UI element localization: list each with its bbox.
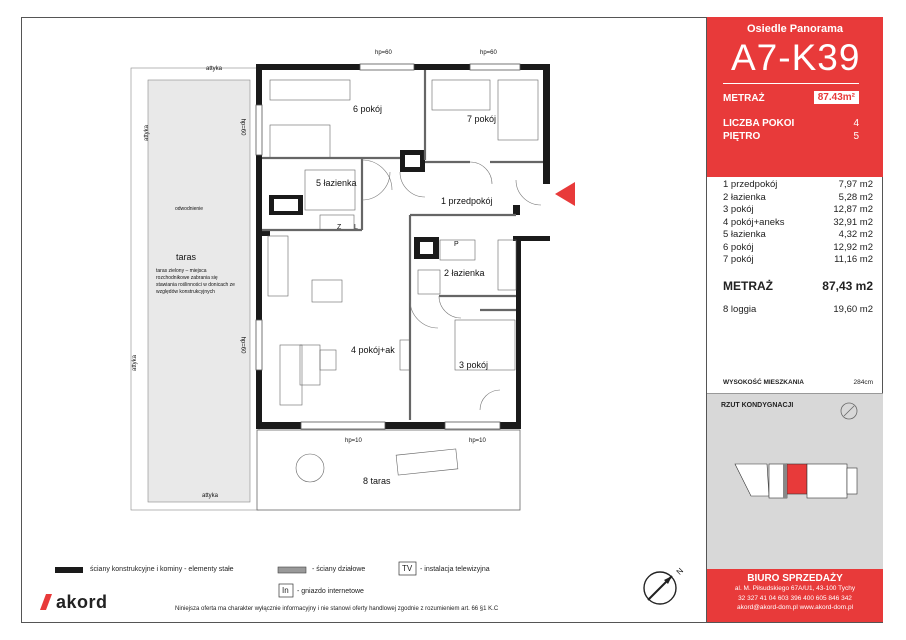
room-row: 1 przedpokój 7,97 m2	[723, 179, 873, 190]
room-row: 5 łazienka 4,32 m2	[723, 229, 873, 240]
label-room-4: 4 pokój+ak	[351, 345, 395, 355]
label-hp10-b: hp=10	[469, 438, 486, 444]
legend-walls-text: ściany konstrukcyjne i kominy - elementy stałe	[90, 566, 234, 573]
label-room-1: 1 przedpokój	[441, 196, 493, 206]
room-row: 6 pokój 12,92 m2	[723, 241, 873, 253]
taras-note: taras zielony – miejsca rozchodnikowe zabrania się stawiania roślinności w donicach ze względów konstrukcyjnych	[156, 268, 235, 295]
sales-contact[interactable]: akord@akord-dom.pl www.akord-dom.pl	[736, 604, 854, 611]
floor-label: PIĘTRO	[723, 131, 761, 142]
label-attyka-3: attyka	[144, 124, 151, 142]
room-list	[723, 179, 873, 315]
room-row: 4 pokój+aneks 32,91 m2	[723, 216, 873, 228]
label-room-3: 3 pokój	[459, 360, 489, 370]
label-hp60-b: hp=60	[480, 50, 497, 56]
label-taras: taras	[176, 252, 197, 262]
sales-title: BIURO SPRZEDAŻY	[747, 573, 843, 584]
partition-walls	[262, 70, 543, 420]
label-hp60-c: hp=60	[239, 118, 246, 136]
rooms-value: 4	[853, 118, 859, 129]
sales-office-block	[707, 569, 883, 622]
sales-address: al. M. Piłsudskiego 67A/U1, 43-100 Tychy	[734, 585, 856, 592]
room-row: 7 pokój 11,16 m2	[723, 254, 873, 265]
legend-partition-swatch	[278, 567, 306, 573]
label-room-7: 7 pokój	[467, 114, 497, 124]
label-hp60-a: hp=60	[375, 50, 392, 56]
estate-name: Osiedle Panorama	[747, 23, 843, 35]
label-z: Z	[337, 224, 342, 231]
legend-tv-label: TV	[402, 564, 413, 573]
label-attyka-1: attyka	[206, 66, 223, 72]
room-row: 2 łazienka 5,28 m2	[723, 191, 873, 203]
legend-partitions-text: - ściany działowe	[312, 566, 366, 573]
akord-logo: akord	[56, 592, 108, 612]
floor-plan-title: RZUT KONDYGNACJI	[721, 402, 794, 409]
area-label: METRAŻ	[723, 93, 765, 104]
label-attyka-2: attyka	[202, 493, 219, 499]
height-row: WYSOKOŚĆ MIESZKANIA 284cm	[723, 379, 873, 386]
entrance-marker	[555, 182, 575, 206]
sales-phones: 32 327 41 04 603 396 400 605 846 342	[738, 594, 852, 602]
legend-internet-label: In	[282, 586, 289, 595]
header-block	[707, 17, 883, 177]
total-row: METRAŻ 87,43 m2	[723, 278, 873, 293]
building-outline-icon	[707, 394, 883, 570]
compass-icon	[644, 572, 676, 604]
label-l: L	[354, 224, 358, 231]
label-room-8: 8 taras	[363, 476, 391, 486]
disclaimer: Niniejsza oferta ma charakter wyłącznie informacyjny i nie stanowi oferty handlowej zgodnie z rozumieniem art. 66 §1 K.C	[175, 606, 499, 612]
legend-tv-text: - instalacja telewizyjna	[420, 566, 490, 573]
label-attyka-4: attyka	[132, 354, 139, 372]
label-room-5: 5 łazienka	[316, 178, 357, 188]
floor-plan-thumbnail	[707, 393, 883, 570]
area-value-box: 87.43m²	[814, 91, 859, 104]
label-hp10-a: hp=10	[345, 438, 362, 444]
label-room-6: 6 pokój	[353, 104, 383, 114]
label-odwodnienie: odwodnienie	[175, 206, 204, 212]
header-divider	[723, 83, 859, 84]
apartment-code: A7-K39	[731, 37, 861, 78]
room-row: 3 pokój 12,87 m2	[723, 204, 873, 215]
loggia-row: 8 loggia 19,60 m2	[723, 303, 873, 315]
legend-wall-swatch	[55, 567, 83, 573]
floor-value: 5	[853, 131, 859, 142]
compass-letter: N	[674, 566, 686, 577]
label-p: P	[454, 241, 459, 248]
rooms-label: LICZBA POKOI	[723, 118, 795, 129]
label-room-2: 2 łazienka	[444, 268, 485, 278]
legend-internet-text: - gniazdo internetowe	[297, 588, 364, 595]
info-panel	[706, 17, 883, 623]
label-hp60-d: hp=60	[239, 336, 246, 354]
